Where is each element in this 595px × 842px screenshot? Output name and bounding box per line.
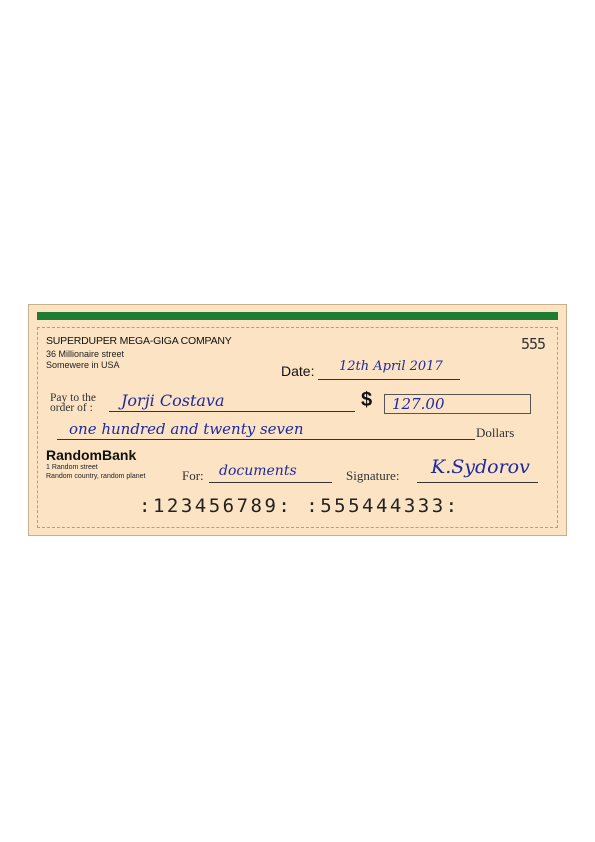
pay-to-label [50, 393, 96, 413]
company-address-line1: 36 Millionaire street [46, 349, 125, 359]
bank-cheque [28, 304, 567, 536]
dollar-sign: $ [361, 389, 373, 411]
company-address-line2: Somewere in USA [46, 360, 120, 370]
memo-line [209, 482, 332, 483]
pay-to-label-line2: order of : [50, 402, 93, 414]
signature-line [417, 482, 538, 483]
signature-value: K.Sydorov [431, 456, 530, 478]
memo-label: For: [182, 468, 204, 483]
signature-label: Signature: [346, 468, 400, 483]
dollars-label: Dollars [476, 425, 515, 440]
company-name: SUPERDUPER MEGA-GIGA COMPANY [46, 335, 232, 347]
cheque-number: 555 [521, 335, 546, 353]
date-line [318, 379, 460, 380]
amount-words-line [57, 439, 475, 440]
cheque-top-stripe [37, 312, 558, 320]
payee-line [109, 411, 355, 412]
date-value: 12th April 2017 [339, 359, 443, 374]
bank-name: RandomBank [46, 447, 137, 463]
bank-address-line2: Random country, random planet [46, 473, 146, 480]
memo-value: documents [219, 463, 297, 479]
amount-value: 127.00 [392, 395, 445, 413]
amount-in-words: one hundred and twenty seven [69, 420, 304, 438]
pay-to-label-line1: Pay to the [50, 392, 96, 404]
payee-name: Jorji Costava [121, 391, 225, 410]
date-label: Date: [281, 363, 315, 379]
micr-line: :123456789: :555444333: [139, 495, 460, 517]
bank-address-line1: 1 Random street [46, 464, 98, 471]
